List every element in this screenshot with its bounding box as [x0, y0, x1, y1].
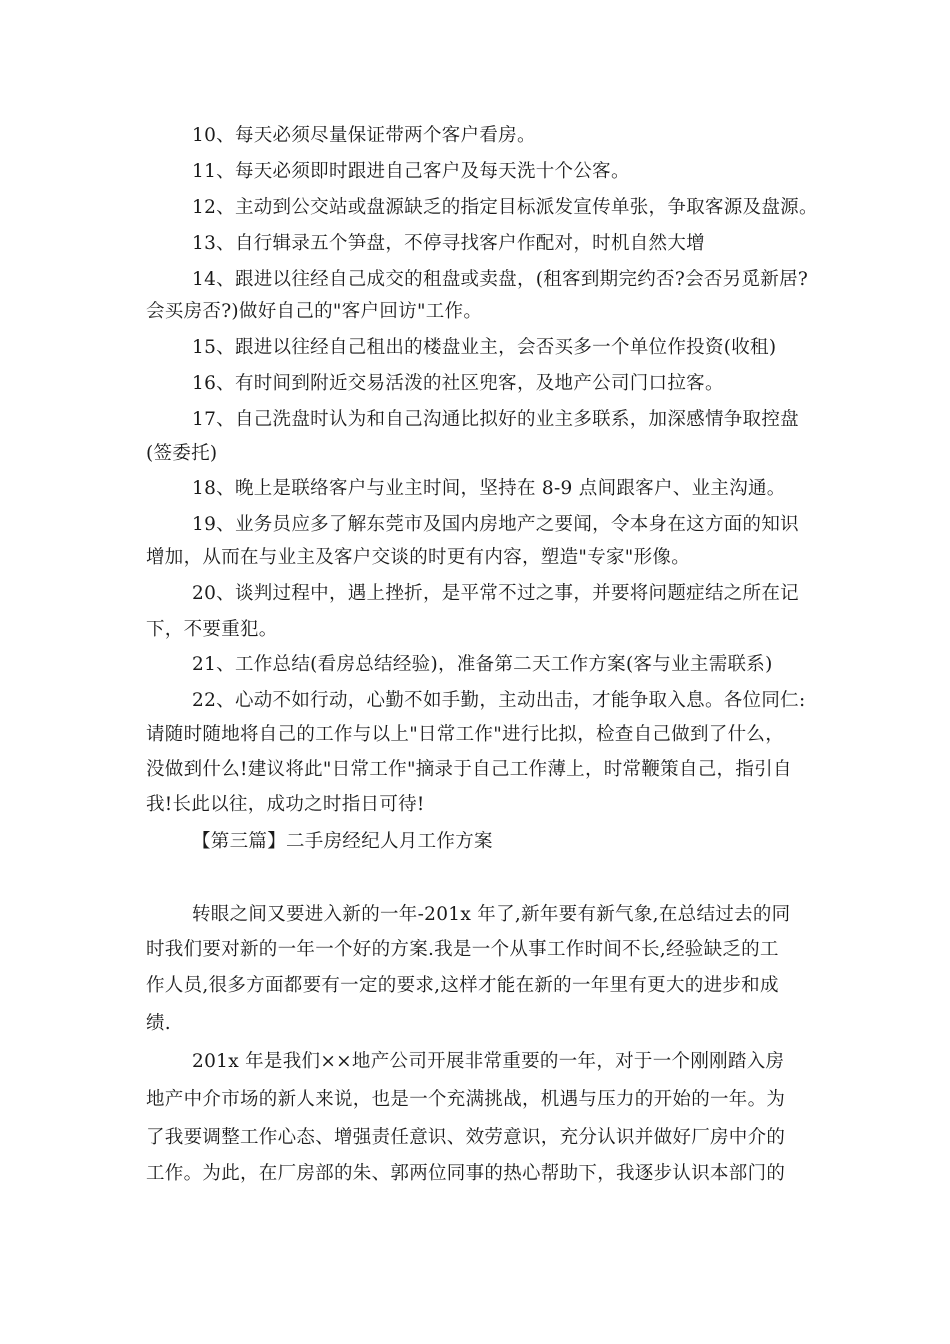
item-11: 11、每天必须即时跟进自己客户及每天洗十个公客。 [192, 161, 630, 182]
item-17-continued: (签委托) [146, 443, 218, 464]
paragraph-2-line-2: 地产中介市场的新人来说，也是一个充满挑战，机遇与压力的开始的一年。为 [146, 1089, 786, 1110]
item-22-continued-2: 没做到什么!建议将此"日常工作"摘录于自己工作薄上，时常鞭策自己，指引自 [146, 759, 792, 780]
paragraph-2-line-3: 了我要调整工作心态、增强责任意识、效劳意识，充分认识并做好厂房中介的 [146, 1127, 786, 1148]
item-21: 21、工作总结(看房总结经验)，准备第二天工作方案(客与业主需联系) [192, 654, 773, 675]
item-19: 19、业务员应多了解东莞市及国内房地产之要闻，令本身在这方面的知识 [192, 514, 799, 535]
item-22: 22、心动不如行动，心勤不如手勤，主动出击，才能争取入息。各位同仁: [192, 690, 806, 711]
item-12: 12、主动到公交站或盘源缺乏的指定目标派发宣传单张，争取客源及盘源。 [192, 197, 818, 218]
item-20-continued: 下，不要重犯。 [146, 619, 278, 640]
item-14-continued: 会买房否?)做好自己的"客户回访"工作。 [146, 301, 483, 322]
paragraph-2-line-1: 201x 年是我们××地产公司开展非常重要的一年，对于一个刚刚踏入房 [192, 1051, 785, 1072]
item-18: 18、晚上是联络客户与业主时间，坚持在 8-9 点间跟客户、业主沟通。 [192, 478, 786, 499]
item-13: 13、自行辑录五个笋盘，不停寻找客户作配对，时机自然大增 [192, 233, 705, 254]
item-14: 14、跟进以往经自己成交的租盘或卖盘，(租客到期完约否?会否另觅新居? [192, 269, 809, 290]
item-16: 16、有时间到附近交易活泼的社区兜客，及地产公司门口拉客。 [192, 373, 724, 394]
paragraph-1-line-3: 作人员,很多方面都要有一定的要求,这样才能在新的一年里有更大的进步和成 [146, 975, 779, 996]
paragraph-1-line-2: 时我们要对新的一年一个好的方案.我是一个从事工作时间不长,经验缺乏的工 [146, 939, 779, 960]
section-heading: 【第三篇】二手房经纪人月工作方案 [192, 831, 493, 852]
paragraph-2-line-4: 工作。为此，在厂房部的朱、郭两位同事的热心帮助下，我逐步认识本部门的 [146, 1163, 786, 1184]
item-22-continued-3: 我!长此以往，成功之时指日可待! [146, 794, 425, 815]
item-15: 15、跟进以往经自己租出的楼盘业主，会否买多一个单位作投资(收租) [192, 337, 777, 358]
item-19-continued: 增加，从而在与业主及客户交谈的时更有内容，塑造"专家"形像。 [146, 547, 691, 568]
paragraph-1-line-4: 绩. [146, 1013, 171, 1034]
item-22-continued-1: 请随时随地将自己的工作与以上"日常工作"进行比拟，检查自己做到了什么， [146, 724, 785, 745]
item-20: 20、谈判过程中，遇上挫折，是平常不过之事，并要将问题症结之所在记 [192, 583, 799, 604]
item-17: 17、自己洗盘时认为和自己沟通比拟好的业主多联系，加深感情争取控盘 [192, 409, 799, 430]
item-10: 10、每天必须尽量保证带两个客户看房。 [192, 125, 536, 146]
paragraph-1-line-1: 转眼之间又要进入新的一年-201x 年了,新年要有新气象,在总结过去的同 [192, 904, 791, 925]
